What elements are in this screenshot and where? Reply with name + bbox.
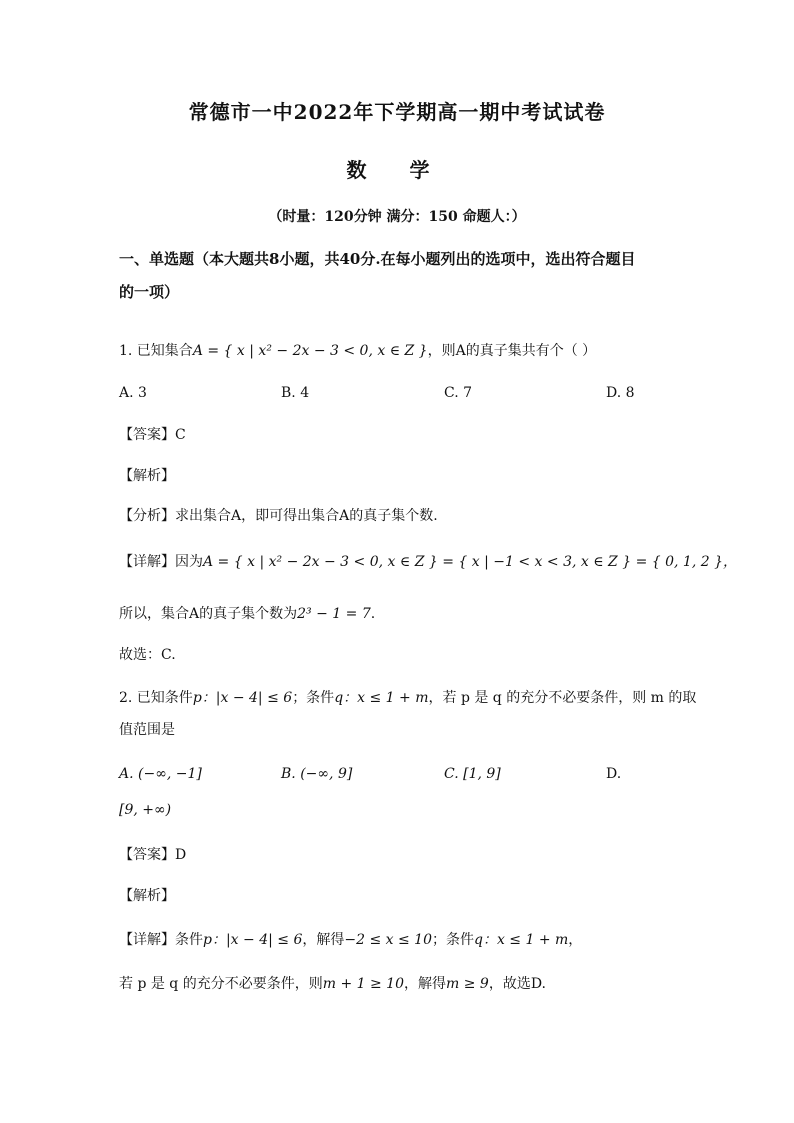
q2-analysis-label: 【解析】 — [119, 888, 175, 904]
q2-condition-p: p：|x − 4| ≤ 6 — [192, 690, 293, 706]
q2-option-d: D. — [606, 766, 622, 782]
q1-fenxi: 【分析】求出集合A，即可得出集合A的真子集个数. — [119, 508, 438, 524]
q2-option-b: B. (−∞, 9] — [281, 766, 353, 782]
q1-conclusion-expression: 2³ − 1 = 7 — [297, 606, 371, 622]
exam-meta: （时量：120分钟 满分：150 命题人：） — [268, 209, 526, 225]
q2-answer: 【答案】D — [119, 847, 187, 863]
q2-stem-line1 — [119, 688, 697, 708]
q1-set-expression: A = { x | x² − 2x − 3 < 0, x ∈ Z } — [192, 343, 428, 359]
q1-analysis-label: 【解析】 — [119, 468, 175, 484]
q2-stem-b: ；条件 — [292, 690, 335, 706]
q1-detail-prefix: 【详解】因为 — [119, 554, 203, 570]
q2-stem-line2: 值范围是 — [119, 722, 175, 738]
q1-stem — [119, 341, 679, 361]
subject-title: 数 学 — [346, 158, 448, 182]
q2-final-mid: ，解得 — [404, 976, 446, 992]
section-heading-line1: 一、单选题（本大题共8小题，共40分.在每小题列出的选项中，选出符合题目 — [119, 250, 636, 268]
q2-final-prefix: 若 p 是 q 的充分不必要条件，则 — [119, 976, 323, 992]
q1-detail-expression: A = { x | x² − 2x − 3 < 0, x ∈ Z } = { x | −1 < x < 3, x ∈ Z } = { 0, 1, 2 }， — [203, 554, 737, 570]
q1-answer: 【答案】C — [119, 427, 186, 443]
q2-condition-q: q：x ≤ 1 + m — [334, 690, 429, 706]
q1-option-c: C. 7 — [444, 385, 473, 401]
q2-detail-prefix: 【详解】条件 — [119, 932, 203, 948]
q2-detail-range: −2 ≤ x ≤ 10 — [344, 932, 432, 948]
q2-detail — [119, 930, 679, 950]
q2-option-d-value: [9, +∞) — [119, 802, 172, 818]
q2-detail-p: p：|x − 4| ≤ 6 — [203, 932, 303, 948]
q2-stem-a: 2. 已知条件 — [119, 690, 193, 706]
q2-detail-q: q：x ≤ 1 + m — [473, 932, 569, 948]
q2-detail-mid: ，解得 — [302, 932, 345, 948]
q1-choice: 故选：C. — [119, 647, 176, 663]
q2-option-c: C. [1, 9] — [444, 766, 501, 782]
q2-detail-end: ， — [568, 932, 583, 948]
q1-detail — [119, 552, 737, 572]
q1-conclusion — [119, 604, 679, 624]
q2-option-a: A. (−∞, −1] — [119, 766, 202, 782]
q1-conclusion-suffix: . — [370, 606, 376, 622]
q2-detail-q-label: ；条件 — [431, 932, 474, 948]
page-title: 常德市一中2022年下学期高一期中考试试卷 — [188, 100, 606, 124]
q1-stem-suffix: ，则A的真子集共有个（ ） — [427, 343, 597, 359]
q1-option-b: B. 4 — [281, 385, 310, 401]
q2-final-expr2: m ≥ 9 — [446, 976, 489, 992]
section-heading-line2: 的一项） — [119, 283, 180, 301]
q1-option-d: D. 8 — [606, 385, 635, 401]
q1-option-a: A. 3 — [119, 385, 147, 401]
q1-conclusion-prefix: 所以，集合A的真子集个数为 — [119, 606, 298, 622]
q2-final — [119, 974, 679, 994]
q2-final-end: ，故选D. — [488, 976, 547, 992]
q2-stem-c: ，若 p 是 q 的充分不必要条件，则 m 的取 — [428, 690, 697, 706]
q2-final-expr1: m + 1 ≥ 10 — [322, 976, 404, 992]
q1-stem-prefix: 1. 已知集合 — [119, 343, 193, 359]
